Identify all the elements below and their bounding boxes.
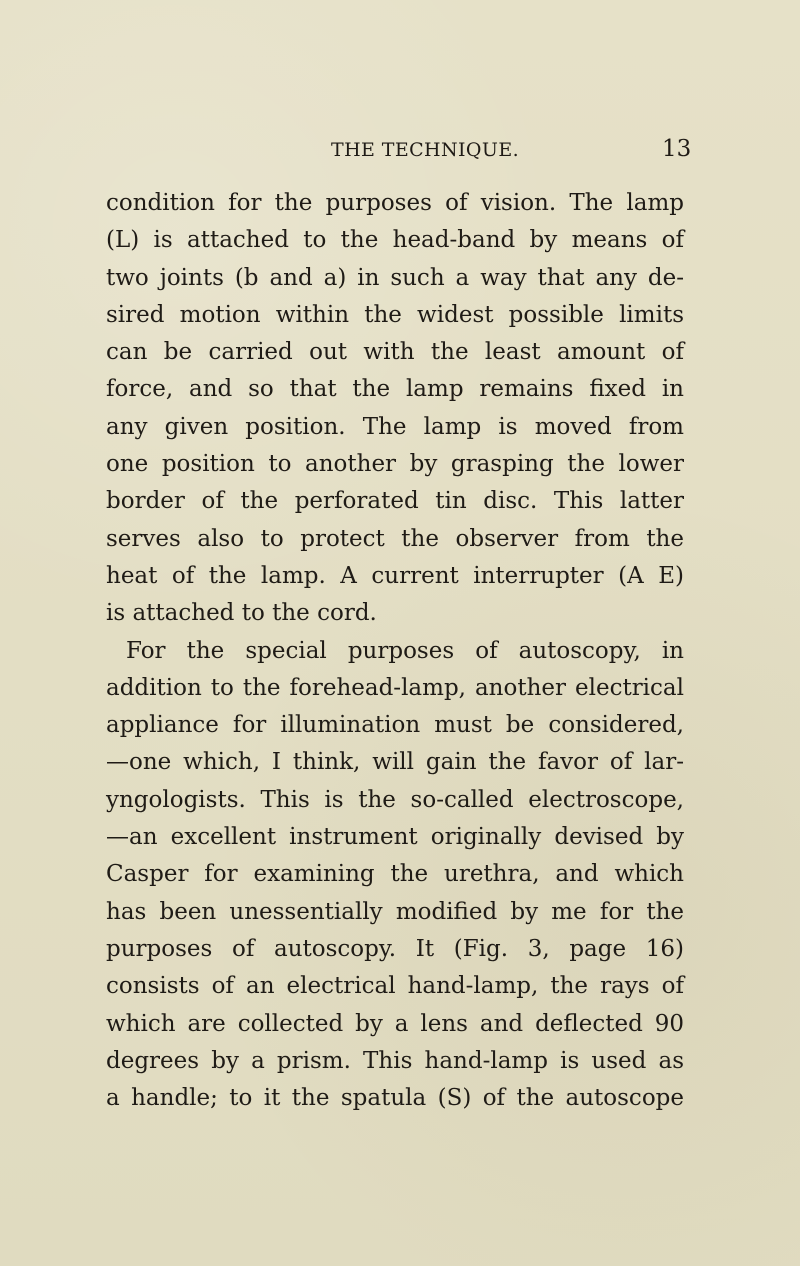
text-line: force, and so that the lamp remains fixed in [106, 376, 684, 403]
text-line: two joints (b and a) in such a way that any de- [106, 264, 684, 291]
text-line: Casper for examining the urethra, and which [106, 861, 684, 888]
text-line: serves also to protect the observer from the [106, 525, 684, 552]
text-line: border of the perforated tin disc. This latter [106, 488, 684, 515]
text-line: addition to the forehead-lamp, another electrical [106, 674, 684, 701]
text-line: yngologists. This is the so-called electroscope, [106, 786, 684, 813]
text-line: one position to another by grasping the lower [106, 451, 684, 478]
text-line: degrees by a prism. This hand-lamp is used as [106, 1047, 684, 1074]
text-line: has been unessentially modified by me for the [106, 898, 684, 925]
text-line: any given position. The lamp is moved from [106, 413, 684, 440]
text-line: heat of the lamp. A current interrupter (A E) [106, 562, 684, 589]
text-line: consists of an electrical hand-lamp, the rays of [106, 973, 684, 1000]
text-line: sired motion within the widest possible limits [106, 301, 684, 328]
text-line: appliance for illumination must be considered, [106, 712, 684, 739]
text-line: purposes of autoscopy. It (Fig. 3, page 16) [106, 935, 684, 962]
running-head [0, 136, 800, 164]
page-number: 13 [662, 136, 692, 162]
text-line: condition for the purposes of vision. The lamp [106, 190, 684, 216]
text-line: —an excellent instrument originally devised by [106, 824, 684, 851]
paragraph-last-line: is attached to the cord. [106, 600, 377, 627]
paragraph-first-line: For the special purposes of autoscopy, in [126, 637, 684, 664]
text-line: a handle; to it the spatula (S) of the autoscope [106, 1085, 684, 1112]
text-line: can be carried out with the least amount of [106, 339, 684, 366]
text-line: —one which, I think, will gain the favor of lar- [106, 749, 684, 776]
text-line: (L) is attached to the head-band by means of [106, 227, 684, 254]
body-text [106, 185, 684, 1117]
running-title: THE TECHNIQUE. [331, 139, 520, 161]
text-line: which are collected by a lens and deflected 90 [106, 1010, 684, 1037]
